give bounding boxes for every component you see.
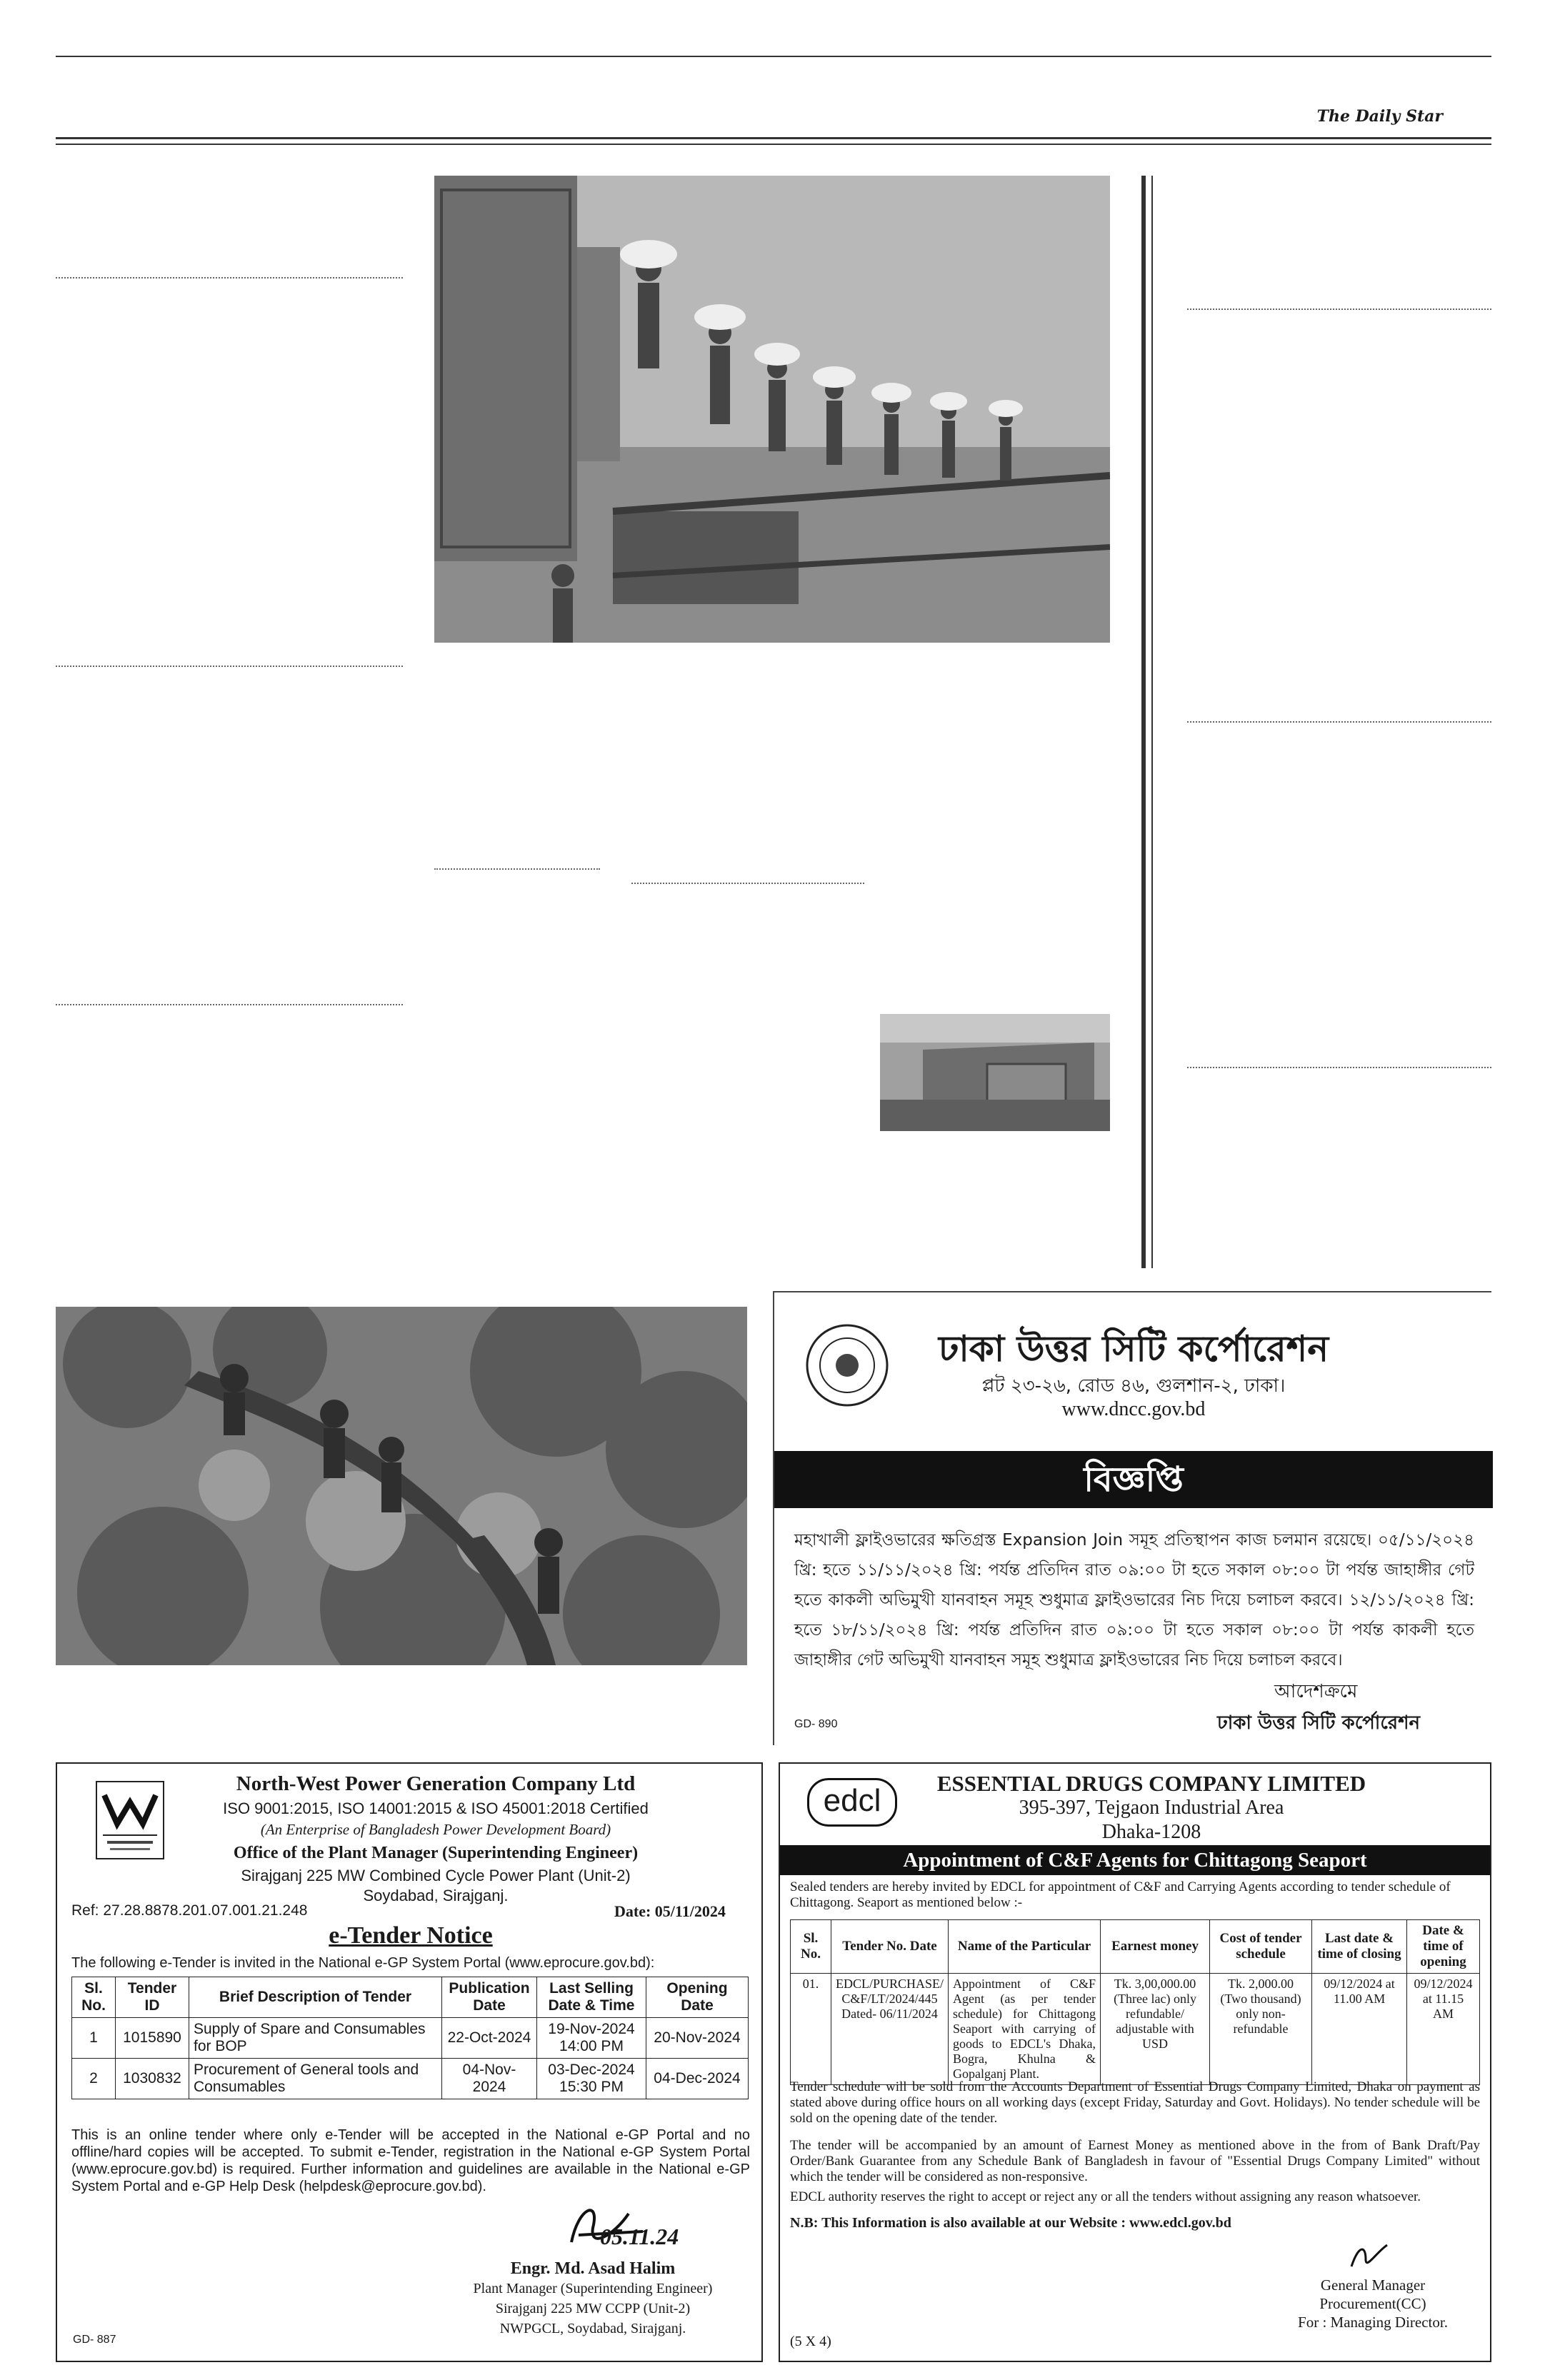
notice-title-banner: বিজ্ঞপ্তি xyxy=(774,1451,1493,1508)
edcl-intro: Sealed tenders are hereby invited by EDCL for appointment of C&F and Carrying Agents according to tender schedule of Chittagong. Seaport as mentioned below :- xyxy=(790,1879,1451,1910)
header-particular: Name of the Particular xyxy=(949,1920,1101,1974)
header-earnest: Earnest money xyxy=(1101,1920,1210,1974)
edcl-sign-1: General Manager xyxy=(1320,2276,1426,2294)
table-row xyxy=(791,1974,1480,2085)
header-publication: Publication Date xyxy=(442,1977,537,2018)
order-line: আদেশক্রমে xyxy=(1274,1681,1358,1702)
cell-cost: Tk. 2,000.00 (Two thousand) only non-refundable xyxy=(1210,1974,1312,2085)
tender-table xyxy=(71,1977,749,2099)
divider xyxy=(631,883,864,884)
nwpgcl-location: Soydabad, Sirajganj. xyxy=(363,1887,509,1904)
cell-description: Procurement of General tools and Consumables xyxy=(189,2059,442,2099)
divider xyxy=(1187,308,1491,310)
dncc-notice-ad xyxy=(773,1291,1491,1745)
canal-photo xyxy=(880,1014,1110,1131)
nwpgcl-enterprise: (An Enterprise of Bangladesh Power Development Board) xyxy=(260,1821,611,1838)
notice-body: মহাখালী ফ্লাইওভারের ক্ষতিগ্রস্ত Expansion Join সমূহ প্রতিস্থাপন কাজ চলমান রয়েছে। ০৫/১১/২০২৪ খ্রি: হতে ১১/১১/২০২৪ খ্রি: পর্যন্ত প্রতিদিন রাত ০৯:০০ টা হতে সকাল ০৮:০০ টা পর্যন্ত জাহাঙ্গীর গেট হতে কাকলী অভিমুখী যানবাহন সমূহ শুধুমাত্র ফ্লাইওভারের নিচ দিয়ে চলাচল করবে। ১২/১১/২০২৪ খ্রি: হতে ১৮/১১/২০২৪ খ্রি: পর্যন্ত প্রতিদিন রাত ০৯:০০ টা হতে সকাল ০৮:০০ টা পর্যন্ত কাকলী হতে জাহাঙ্গীর গেট অভিমুখী যানবাহন সমূহ শুধুমাত্র ফ্লাইওভারের নিচ দিয়ে চলাচল করবে। xyxy=(794,1531,1474,1669)
divider xyxy=(56,277,403,278)
table-header-row xyxy=(72,1977,749,2018)
signer-title: Plant Manager (Superintending Engineer) xyxy=(473,2281,713,2296)
signature-scribble xyxy=(1344,2238,1394,2274)
gd-number: GD- 890 xyxy=(794,1718,838,1730)
edcl-address-2: Dhaka-1208 xyxy=(1101,1821,1201,1843)
ref-number: Ref: 27.28.8878.201.07.001.21.248 xyxy=(71,1902,308,1919)
main-photo xyxy=(434,176,1110,643)
edcl-sign-2: Procurement(CC) xyxy=(1319,2295,1426,2312)
nwpgcl-iso: ISO 9001:2015, ISO 14001:2015 & ISO 45001:2018 Certified xyxy=(223,1799,649,1817)
header-opening: Opening Date xyxy=(646,1977,749,2018)
table-row xyxy=(72,2018,749,2059)
edcl-nb: N.B: This Information is also available at our Website : www.edcl.gov.bd xyxy=(790,2215,1231,2231)
cell-sl: 01. xyxy=(791,1974,831,2085)
edcl-para-1: Tender schedule will be sold from the Accounts Department of Essential Drugs Company Limited, Dhaka on payment as stated above during office hours on all working days (except Friday, Saturday and Govt. Holidays). No tender schedule will be sold on the opening date of the tender. xyxy=(790,2079,1480,2126)
cell-last-selling: 03-Dec-2024 15:30 PM xyxy=(537,2059,646,2099)
header-rule-1 xyxy=(56,137,1491,139)
cell-sl: 1 xyxy=(72,2018,116,2059)
header-sl: Sl. No. xyxy=(791,1920,831,1974)
header-closing: Last date & time of closing xyxy=(1312,1920,1407,1974)
tender-intro: The following e-Tender is invited in the National e-GP System Portal (www.eprocure.gov.bd): xyxy=(71,1955,655,1971)
header-description: Brief Description of Tender xyxy=(189,1977,442,2018)
boys-in-tree-illustration xyxy=(56,1307,747,1665)
divider xyxy=(56,666,403,667)
nwpgcl-plant: Sirajganj 225 MW Combined Cycle Power Plant (Unit-2) xyxy=(241,1867,631,1884)
dncc-name: ঢাকা উত্তর সিটি কর্পোরেশন xyxy=(938,1328,1329,1370)
cell-opening: 09/12/2024 at 11.15 AM xyxy=(1407,1974,1480,2085)
header-opening: Date & time of opening xyxy=(1407,1920,1480,1974)
tender-notice-title: e-Tender Notice xyxy=(329,1922,493,1949)
divider xyxy=(434,868,600,870)
nwpgcl-tender-ad xyxy=(56,1762,763,2362)
top-rule xyxy=(56,56,1491,57)
tender-footer: This is an online tender where only e-Tender will be accepted in the National e-GP Portal and no offline/hard copies will be accepted. To submit e-Tender, registration in the National e-GP System Portal (www.eprocure.gov.bd) is required. Further information and guidelines are available in the National e-GP System Portal and e-GP Help Desk (helpdesk@eprocure.gov.bd). xyxy=(71,2127,750,2194)
table-row xyxy=(72,2059,749,2099)
cell-tender-id: 1015890 xyxy=(116,2018,189,2059)
signer-plant: Sirajganj 225 MW CCPP (Unit-2) xyxy=(495,2301,691,2316)
edcl-para-3: EDCL authority reserves the right to accept or reject any or all the tenders without assigning any reason whatsoever. xyxy=(790,2189,1421,2204)
signer-location: NWPGCL, Soydabad, Sirajganj. xyxy=(499,2321,686,2336)
cell-tender-no: EDCL/PURCHASE/ C&F/LT/2024/445 Dated- 06/11/2024 xyxy=(831,1974,949,2085)
canal-illustration xyxy=(880,1014,1110,1131)
divider xyxy=(56,1004,403,1005)
edcl-tender-ad xyxy=(779,1762,1491,2362)
edcl-sign-3: For : Managing Director. xyxy=(1298,2314,1448,2331)
signer-name: Engr. Md. Asad Halim xyxy=(510,2259,676,2278)
cell-opening: 20-Nov-2024 xyxy=(646,2018,749,2059)
divider xyxy=(1187,1067,1491,1068)
cell-last-selling: 19-Nov-2024 14:00 PM xyxy=(537,2018,646,2059)
table-header-row xyxy=(791,1920,1480,1974)
cell-closing: 09/12/2024 at 11.00 AM xyxy=(1312,1974,1407,2085)
cell-sl: 2 xyxy=(72,2059,116,2099)
workers-unloading-illustration xyxy=(434,176,1110,643)
cell-tender-id: 1030832 xyxy=(116,2059,189,2099)
edcl-address-1: 395-397, Tejgaon Industrial Area xyxy=(1019,1797,1284,1819)
divider xyxy=(1187,721,1491,723)
edcl-company: ESSENTIAL DRUGS COMPANY LIMITED xyxy=(936,1771,1366,1796)
edcl-logo: edcl xyxy=(807,1778,897,1827)
dncc-address: প্লট ২৩-২৬, রোড ৪৬, গুলশান-২, ঢাকা। xyxy=(981,1375,1286,1397)
ad-size: (5 X 4) xyxy=(790,2334,831,2349)
header-rule-2 xyxy=(56,144,1491,145)
nwpgcl-company: North-West Power Generation Company Ltd xyxy=(236,1772,636,1795)
header-tender-no: Tender No. Date xyxy=(831,1920,949,1974)
dncc-website: www.dncc.gov.bd xyxy=(1061,1398,1206,1420)
gd-number: GD- 887 xyxy=(73,2334,116,2346)
signature-date: 05.11.24 xyxy=(600,2224,679,2249)
header-last-selling: Last Selling Date & Time xyxy=(537,1977,646,2018)
header-cost: Cost of tender schedule xyxy=(1210,1920,1312,1974)
masthead: The Daily Star xyxy=(1316,107,1443,126)
notice-date: Date: 05/11/2024 xyxy=(614,1902,726,1920)
nwpgcl-office: Office of the Plant Manager (Superintending Engineer) xyxy=(233,1844,639,1862)
cell-earnest: Tk. 3,00,000.00 (Three lac) only refundable/ adjustable with USD xyxy=(1101,1974,1210,2085)
tree-photo xyxy=(56,1307,747,1665)
signature-org: ঢাকা উত্তর সিটি কর্পোরেশন xyxy=(1217,1712,1420,1734)
cell-publication: 04-Nov-2024 xyxy=(442,2059,537,2099)
edcl-para-2: The tender will be accompanied by an amount of Earnest Money as mentioned above in the from of Bank Draft/Pay Order/Bank Guarantee from any Schedule Bank of Bangladesh in favour of "Essential Drugs Company Limited" without which the tender will be considered as non-responsive. xyxy=(790,2138,1480,2184)
header-sl: Sl. No. xyxy=(72,1977,116,2018)
cell-particular: Appointment of C&F Agent (as per tender schedule) for Chittagong Seaport with carrying of goods to EDCL's Dhaka, Bogra, Khulna & Gopalganj Plant. xyxy=(949,1974,1101,2085)
cell-publication: 22-Oct-2024 xyxy=(442,2018,537,2059)
edcl-table xyxy=(790,1919,1480,2085)
column-separator xyxy=(1141,176,1146,1268)
edcl-banner: Appointment of C&F Agents for Chittagong Seaport xyxy=(780,1845,1490,1875)
header-tender-id: Tender ID xyxy=(116,1977,189,2018)
column-separator xyxy=(1151,176,1153,1268)
cell-opening: 04-Dec-2024 xyxy=(646,2059,749,2099)
cell-description: Supply of Spare and Consumables for BOP xyxy=(189,2018,442,2059)
